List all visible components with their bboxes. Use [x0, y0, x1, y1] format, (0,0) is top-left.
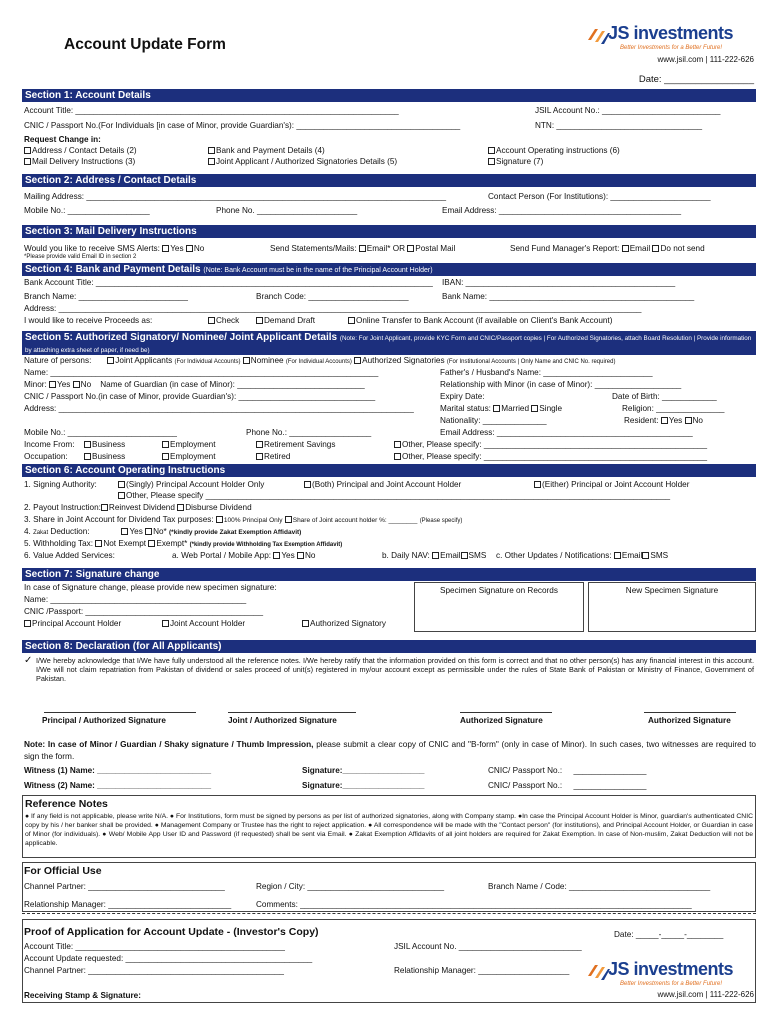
- share-joint-checkbox[interactable]: [285, 516, 292, 523]
- zakat-yes-checkbox[interactable]: [121, 528, 128, 535]
- option-label: (Either) Principal or Joint Account Holder: [542, 480, 690, 489]
- demand-draft-option[interactable]: [256, 316, 315, 326]
- account-title-field[interactable]: Account Title: _______________________________________________________________________: [24, 106, 399, 115]
- section-5-title: Section 5: Authorized Signatory/ Nominee/ Joint Applicant Details: [25, 332, 338, 343]
- mailing-address-field[interactable]: Mailing Address: _______________________________________________________________________________: [24, 192, 447, 201]
- married-checkbox[interactable]: [493, 405, 500, 412]
- web-label: a. Web Portal / Mobile App:: [172, 551, 272, 560]
- option-label: Mail Delivery Instructions (3): [32, 157, 136, 166]
- tax-share-label: 3. Share in Joint Account for Dividend Tax purposes:: [24, 515, 214, 524]
- checkbox[interactable]: [162, 620, 169, 627]
- checkbox[interactable]: [162, 453, 169, 460]
- fmr-label: Send Fund Manager's Report:: [510, 244, 620, 253]
- principal-signature-label: Principal / Authorized Signature: [42, 716, 166, 725]
- withholding-note: (*kindly provide Withholding Tax Exemption Affidavit): [189, 542, 343, 548]
- section-5-note: (Note: For Joint Applicant, provide KYC Form and CNIC/Passport copies | For Authorized Signatories, attach Board Resolution | Provide information by attaching extra sheet of paper, if need be): [25, 335, 752, 354]
- notif-sms-checkbox[interactable]: [642, 552, 649, 559]
- web-no-checkbox[interactable]: [297, 552, 304, 559]
- married-label: Married: [501, 404, 530, 413]
- notif-label: c. Other Updates / Notifications:: [496, 551, 612, 560]
- s7-joint-option[interactable]: [162, 619, 245, 629]
- request-change-label: Request Change in:: [24, 135, 101, 144]
- either-option[interactable]: [534, 480, 689, 490]
- email-field[interactable]: Email Address: ________________________________________: [442, 206, 682, 215]
- cnic-field[interactable]: CNIC / Passport No.(For Individuals [in case of Minor, provide Guardian's): ____________________________________: [24, 121, 461, 130]
- proof-account-title[interactable]: Account Title: ______________________________________________: [24, 942, 285, 951]
- check-option[interactable]: [208, 316, 239, 326]
- disburse-label: Disburse Dividend: [185, 503, 252, 512]
- region-field[interactable]: Region / City: ______________________________: [256, 882, 445, 891]
- option-label: Bank and Payment Details (4): [216, 146, 325, 155]
- disburse-checkbox[interactable]: [177, 504, 184, 511]
- postal-checkbox[interactable]: [407, 245, 414, 252]
- statements-label: Send Statements/Mails:: [270, 244, 357, 253]
- fmr-row: [510, 244, 705, 254]
- signature-change-intro: In case of Signature change, please provide new specimen signature:: [24, 583, 277, 592]
- brand-mark-icon: [586, 962, 610, 982]
- section-4-title: Section 4: Bank and Payment Details: [25, 264, 201, 275]
- single-label: Single: [539, 404, 563, 413]
- resident-yes-checkbox[interactable]: [661, 417, 668, 424]
- option-label: Online Transfer to Bank Account (if available on Client's Bank Account): [356, 316, 613, 325]
- fmr-email-checkbox[interactable]: [622, 245, 629, 252]
- proof-relationship-manager[interactable]: Relationship Manager: ____________________: [394, 966, 570, 975]
- income-label: Income From:: [24, 440, 75, 449]
- checkbox[interactable]: [394, 441, 401, 448]
- sig-line: [644, 712, 736, 713]
- sig-line: [460, 712, 552, 713]
- option-label: Check: [216, 316, 240, 325]
- section-2-header: [22, 174, 756, 187]
- relationship-manager-field[interactable]: Relationship Manager: ___________________________: [24, 900, 232, 909]
- signing-authority-label: 1. Signing Authority:: [24, 480, 97, 489]
- section-8-title: Section 8: Declaration (for All Applicants): [25, 641, 222, 652]
- option-label: Other, Please specify ______________________________________________________________________________________________________: [126, 491, 671, 500]
- section-2-title: Section 2: Address / Contact Details: [25, 175, 197, 186]
- payout-label: 2. Payout Instruction:: [24, 503, 101, 512]
- official-use-title: For Official Use: [24, 865, 102, 877]
- not-exempt-checkbox[interactable]: [95, 540, 102, 547]
- no-label: No: [692, 416, 703, 425]
- witness-2-field[interactable]: Witness (2) Name: _________________________: [24, 781, 212, 790]
- checkbox[interactable]: [118, 481, 125, 488]
- new-specimen-box[interactable]: [588, 582, 756, 632]
- minor-note-bold: Note: In case of Minor / Guardian / Shaky signature / Thumb Impression,: [24, 739, 314, 749]
- s5-email-field[interactable]: Email Address: ___________________________________________: [440, 428, 693, 437]
- proof-jsil-no[interactable]: JSIL Account No. ___________________________: [394, 942, 582, 951]
- option-label: Retirement Savings: [264, 440, 336, 449]
- witness-1-cnic[interactable]: [488, 766, 646, 776]
- option-label: Business: [92, 440, 126, 449]
- email-label: Email*: [366, 244, 391, 253]
- sms-label: SMS: [468, 551, 487, 560]
- option-label: (Singly) Principal Account Holder Only: [126, 480, 265, 489]
- cut-line: [22, 913, 756, 914]
- proof-channel-partner[interactable]: Channel Partner: ___________________________________________: [24, 966, 284, 975]
- notifications-row: [496, 551, 668, 561]
- or-label: OR: [392, 244, 405, 253]
- religion-field[interactable]: Religion: _______________: [622, 404, 725, 413]
- section-4-header: [22, 263, 756, 276]
- contact-person-field[interactable]: Contact Person (For Institutions): ______________________: [488, 192, 711, 201]
- checkbox[interactable]: [534, 481, 541, 488]
- channel-partner-field[interactable]: Channel Partner: ______________________________: [24, 882, 225, 891]
- nav-label: b. Daily NAV:: [382, 551, 430, 560]
- brand-name: JS investments: [608, 959, 734, 979]
- checkbox[interactable]: [488, 158, 495, 165]
- dob-field[interactable]: Date of Birth: ____________: [612, 392, 717, 401]
- minor-note: [24, 739, 756, 762]
- cnic-blank: ________________: [573, 766, 647, 775]
- reference-notes-text: ● If any field is not applicable, please write N/A. ● For Institutions, form must be signed by persons as per list of authorized signatories, along with Company stamp. ●In case the Principal Account Holder is Minor, guardian's authenticated CNIC copy by his / her banker shall be provided. ● Management Company or Trustee has the right to reject application. ● All correspondence will be made with the "Contact person" (for institutions), and Principal Account Holder, or Guardian in case of Minor (for individuals). ● Web/ Mobile App User ID and Password (if requested) shall be sent via Email. ● Zakat Exemption Affidavits of all joint holders are required for Zakat Exemption. In case of Non-muslim, Zakat Deduction will not be applicable.: [25, 812, 753, 847]
- section-6-header: [22, 464, 756, 477]
- zakat-note: (*kindly provide Zakat Exemption Affidavit): [169, 529, 302, 536]
- sig-line: [44, 712, 196, 713]
- expiry-date-field[interactable]: Expiry Date:: [440, 392, 485, 401]
- auth-label: Authorized Signatories: [362, 356, 445, 365]
- checkbox[interactable]: [24, 158, 31, 165]
- comments-field[interactable]: Comments: ______________________________________________________________________________________: [256, 900, 692, 909]
- option-label: Retired: [264, 452, 291, 461]
- checkbox[interactable]: [118, 492, 125, 499]
- proof-title: Proof of Application for Account Update - (Investor's Copy): [24, 926, 319, 938]
- brand-tagline: Better Investments for a Better Future!: [620, 45, 723, 51]
- zakat-label: Zakat: [33, 530, 49, 536]
- no-label: No: [304, 551, 316, 560]
- proof-update-requested[interactable]: Account Update requested: _________________________________________: [24, 954, 313, 963]
- minor-label: Minor:: [24, 380, 47, 389]
- income-employment-option[interactable]: [162, 440, 216, 450]
- yes-label: Yes: [668, 416, 683, 425]
- no-label: No*: [153, 527, 167, 536]
- nature-row: [24, 356, 615, 366]
- option-label: Signature (7): [496, 157, 544, 166]
- sig-line: [228, 712, 356, 713]
- section-8-header: [22, 640, 756, 653]
- specimen-records-box[interactable]: [414, 582, 584, 632]
- sms-alerts-row: [24, 244, 204, 254]
- exempt-label: Exempt*: [156, 539, 188, 548]
- zakat-no-checkbox[interactable]: [145, 528, 152, 535]
- s7-cnic-field[interactable]: CNIC /Passport: _______________________________________: [24, 607, 264, 616]
- nature-label: Nature of persons:: [24, 356, 92, 365]
- authorized-signature-label-2: Authorized Signature: [648, 716, 731, 725]
- option-label: Demand Draft: [264, 316, 315, 325]
- checkbox[interactable]: [24, 620, 31, 627]
- share-joint-field[interactable]: Share of Joint account holder %: ________: [292, 517, 418, 524]
- proceeds-label: I would like to receive Proceeds as:: [24, 316, 153, 325]
- option-label: (Both) Principal and Joint Account Holder: [312, 480, 462, 489]
- account-update-form: [22, 0, 756, 1024]
- checkbox[interactable]: [302, 620, 309, 627]
- change-signature-option[interactable]: [488, 157, 543, 167]
- joint-sub: (For Individual Accounts): [174, 359, 241, 365]
- postal-label: Postal Mail: [415, 244, 456, 253]
- no-label: No: [193, 244, 205, 253]
- yes-label: Yes: [129, 527, 143, 536]
- daily-nav-row: [382, 551, 486, 561]
- footer-logo: [586, 959, 754, 990]
- nominee-label: Nominee: [250, 356, 284, 365]
- sms-note: *Please provide valid Email ID in section 2: [24, 254, 137, 260]
- mobile-field[interactable]: Mobile No.: __________________: [24, 206, 150, 215]
- checkbox[interactable]: [84, 441, 91, 448]
- dns-label: Do not send: [660, 244, 705, 253]
- receiving-stamp-label: Receiving Stamp & Signature:: [24, 991, 141, 1000]
- checkbox[interactable]: [208, 158, 215, 165]
- income-business-option[interactable]: [84, 440, 125, 450]
- ntn-field[interactable]: NTN: ________________________________: [535, 121, 703, 130]
- occ-business-option[interactable]: [84, 452, 125, 462]
- tax-share-row: [24, 515, 462, 525]
- jsil-account-no-field[interactable]: JSIL Account No.: __________________________: [535, 106, 721, 115]
- sms-label: SMS: [650, 551, 669, 560]
- brand-tagline: Better Investments for a Better Future!: [620, 981, 723, 987]
- guardian-field[interactable]: Name of Guardian (in case of Minor): ____________________________: [100, 380, 365, 389]
- section-7-title: Section 7: Signature change: [25, 569, 160, 580]
- deduction-label: Deduction:: [50, 527, 90, 536]
- occ-other-option[interactable]: [394, 452, 707, 462]
- checkbox[interactable]: [256, 317, 263, 324]
- proof-date-field[interactable]: Date: _____-_____-________: [614, 930, 724, 939]
- singly-option[interactable]: [118, 480, 264, 490]
- auth-sub: (For Institutional Accounts | Only Name and CNIC No. required): [446, 359, 616, 365]
- cnic-label: CNIC/ Passport No.:: [488, 781, 563, 790]
- occupation-label: Occupation:: [24, 452, 68, 461]
- checkbox[interactable]: [394, 453, 401, 460]
- signing-other-option[interactable]: [118, 491, 670, 501]
- notif-email-checkbox[interactable]: [614, 552, 621, 559]
- reference-notes-box: [22, 795, 756, 858]
- checkbox[interactable]: [208, 317, 215, 324]
- change-mail-option[interactable]: [24, 157, 135, 167]
- exempt-checkbox[interactable]: [148, 540, 155, 547]
- s7-auth-option[interactable]: [302, 619, 386, 629]
- not-exempt-label: Not Exempt: [103, 539, 147, 548]
- checkbox[interactable]: [488, 147, 495, 154]
- income-retirement-option[interactable]: [256, 440, 335, 450]
- zakat-row: [24, 527, 301, 537]
- yes-label: Yes: [57, 380, 71, 389]
- iban-field[interactable]: IBAN: ______________________________________________: [442, 278, 676, 287]
- relationship-field[interactable]: Relationship with Minor (in case of Minor): ___________________: [440, 380, 682, 389]
- branch-code-field[interactable]: Branch Code: ______________________: [256, 292, 409, 301]
- section-6-title: Section 6: Account Operating Instructions: [25, 465, 226, 476]
- payout-row: [24, 503, 252, 513]
- option-label: Authorized Signatory: [310, 619, 387, 628]
- s5-phone-field[interactable]: Phone No.: __________________: [246, 428, 372, 437]
- option-label: Other, Please specify: _________________________________________________: [402, 452, 708, 461]
- branch-code-official-field[interactable]: Branch Name / Code: _______________________________: [488, 882, 711, 891]
- occ-retired-option[interactable]: [256, 452, 290, 462]
- principal-100-checkbox[interactable]: [216, 516, 223, 523]
- single-checkbox[interactable]: [531, 405, 538, 412]
- new-specimen-label: New Specimen Signature: [625, 586, 719, 595]
- principal-100-label: 100% Principal Only: [223, 517, 283, 524]
- option-label: Employment: [170, 440, 216, 449]
- sms-label: Would you like to receive SMS Alerts:: [24, 244, 160, 253]
- joint-signature-label: Joint / Authorized Signature: [228, 716, 337, 725]
- marital-row: [440, 404, 562, 414]
- minor-note-text: please submit a clear copy of CNIC and "B-form" (only in case of Minor). In such cases, two witnesses are required to sign the form.: [24, 739, 756, 761]
- cnic-label: CNIC/ Passport No.:: [488, 766, 563, 775]
- reinvest-label: Reinvest Dividend: [108, 503, 175, 512]
- resident-row: [624, 416, 703, 426]
- brand-mark-icon: [586, 26, 610, 46]
- marital-label: Marital status:: [440, 404, 491, 413]
- option-label: Account Operating instructions (6): [496, 146, 620, 155]
- s5-cnic-field[interactable]: CNIC / Passport No.(in case of Minor, provide Guardian's): ______________________________: [24, 392, 376, 401]
- email-label: Email: [621, 551, 643, 560]
- bank-name-field[interactable]: Bank Name: _____________________________________________: [442, 292, 695, 301]
- footer-contact: www.jsil.com | 111-222-626: [657, 990, 754, 999]
- s5-mobile-field[interactable]: Mobile No.: ________________________: [24, 428, 177, 437]
- reinvest-checkbox[interactable]: [101, 504, 108, 511]
- checkbox[interactable]: [162, 441, 169, 448]
- checkbox[interactable]: [256, 453, 263, 460]
- checkbox[interactable]: [348, 317, 355, 324]
- reference-notes-title: Reference Notes: [25, 798, 108, 810]
- section-1-header: [22, 89, 756, 102]
- withholding-row: [24, 539, 342, 549]
- web-yes-checkbox[interactable]: [273, 552, 280, 559]
- section-4-note: (Note: Bank Account must be in the name of the Principal Account Holder): [203, 267, 433, 274]
- nav-sms-checkbox[interactable]: [461, 552, 468, 559]
- option-label: Joint Applicant / Authorized Signatories Details (5): [216, 157, 398, 166]
- minor-yes-checkbox[interactable]: [49, 381, 56, 388]
- minor-row: [24, 380, 365, 390]
- sms-no-checkbox[interactable]: [186, 245, 193, 252]
- yes-label: Yes: [281, 551, 295, 560]
- checkbox[interactable]: [208, 147, 215, 154]
- option-label: Employment: [170, 452, 216, 461]
- father-name-field[interactable]: Father's / Husband's Name: ________________________: [440, 368, 653, 377]
- email-label: Email: [440, 551, 461, 560]
- phone-field[interactable]: Phone No. ______________________: [216, 206, 358, 215]
- change-address-option[interactable]: [24, 146, 137, 156]
- section-7-header: [22, 568, 756, 581]
- section-1-title: Section 1: Account Details: [25, 90, 151, 101]
- s7-principal-option[interactable]: [24, 619, 121, 629]
- change-bank-option[interactable]: [208, 146, 325, 156]
- sms-yes-checkbox[interactable]: [162, 245, 169, 252]
- cnic-blank: ________________: [573, 781, 647, 790]
- option-label: Address / Contact Details (2): [32, 146, 137, 155]
- s7-name-field[interactable]: Name: ___________________________________________: [24, 595, 247, 604]
- section-3-header: [22, 225, 756, 238]
- bank-account-title-field[interactable]: Bank Account Title: __________________________________________________________________________: [24, 278, 433, 287]
- minor-no-checkbox[interactable]: [73, 381, 80, 388]
- change-operating-option[interactable]: [488, 146, 620, 156]
- witness-2-cnic[interactable]: [488, 781, 646, 791]
- s5-address-field[interactable]: Address: ______________________________________________________________________________: [24, 404, 414, 413]
- s5-name-field[interactable]: Name: ________________________________________________________________________: [24, 368, 379, 377]
- bank-address-field[interactable]: Address: ________________________________________________________________________________________________________________________________: [24, 304, 642, 313]
- vas-label: 6. Value Added Services:: [24, 551, 115, 560]
- joint-label: Joint Applicants: [115, 356, 173, 365]
- witness-2-signature[interactable]: Signature:__________________: [302, 781, 425, 790]
- income-other-option[interactable]: [394, 440, 707, 450]
- check-mark-icon: ✓: [24, 655, 33, 666]
- email-checkbox[interactable]: [359, 245, 366, 252]
- nav-email-checkbox[interactable]: [432, 552, 439, 559]
- header-contact: www.jsil.com | 111-222-626: [657, 55, 754, 64]
- web-portal-row: [172, 551, 315, 561]
- page-title: Account Update Form: [64, 36, 226, 53]
- brand-name: JS investments: [608, 23, 734, 43]
- resident-no-checkbox[interactable]: [685, 417, 692, 424]
- branch-name-field[interactable]: Branch Name: ________________________: [24, 292, 188, 301]
- email-label: Email: [629, 244, 651, 253]
- specimen-label: Specimen Signature on Records: [440, 586, 558, 595]
- checkbox[interactable]: [304, 481, 311, 488]
- resident-label: Resident:: [624, 416, 659, 425]
- option-label: Other, Please specify: _________________________________________________: [402, 440, 708, 449]
- brand-logo: [586, 23, 754, 54]
- no-label: No: [80, 380, 92, 389]
- section-5-header: [22, 331, 756, 355]
- specify-note: (Please specify): [419, 518, 463, 524]
- nationality-field[interactable]: Nationality: ______________: [440, 416, 547, 425]
- checkbox[interactable]: [24, 147, 31, 154]
- statements-row: [270, 244, 455, 254]
- nominee-checkbox[interactable]: [243, 357, 250, 364]
- option-label: Principal Account Holder: [32, 619, 122, 628]
- declaration-text: I/We hereby acknowledge that I/We have fully understood all the reference notes. I/We hereby ratify that the information provided on this form is correct and that no other person(s) has any financial interest in this account. I/We will not claim repatriation from Pakistan of dividend or sales proceed of unit(s) registered in my/our account except as permissible under the rules of State Bank of Pakistan or Ministry of Finance, Government of Pakistan.: [36, 656, 754, 684]
- witness-1-field[interactable]: Witness (1) Name: _________________________: [24, 766, 212, 775]
- item-number: 4.: [24, 527, 31, 536]
- date-field[interactable]: Date: _________________: [638, 74, 754, 85]
- witness-1-signature[interactable]: Signature:__________________: [302, 766, 425, 775]
- both-option[interactable]: [304, 480, 461, 490]
- joint-checkbox[interactable]: [107, 357, 114, 364]
- authorized-signature-label-1: Authorized Signature: [460, 716, 543, 725]
- occ-employment-option[interactable]: [162, 452, 216, 462]
- checkbox[interactable]: [84, 453, 91, 460]
- auth-checkbox[interactable]: [354, 357, 361, 364]
- fmr-dns-checkbox[interactable]: [652, 245, 659, 252]
- online-transfer-option[interactable]: [348, 316, 612, 326]
- option-label: Joint Account Holder: [170, 619, 246, 628]
- section-3-title: Section 3: Mail Delivery Instructions: [25, 226, 197, 237]
- checkbox[interactable]: [256, 441, 263, 448]
- change-joint-option[interactable]: [208, 157, 397, 167]
- yes-label: Yes: [170, 244, 184, 253]
- option-label: Business: [92, 452, 126, 461]
- nominee-sub: (For Individual Accounts): [285, 359, 352, 365]
- withholding-label: 5. Withholding Tax:: [24, 539, 94, 548]
